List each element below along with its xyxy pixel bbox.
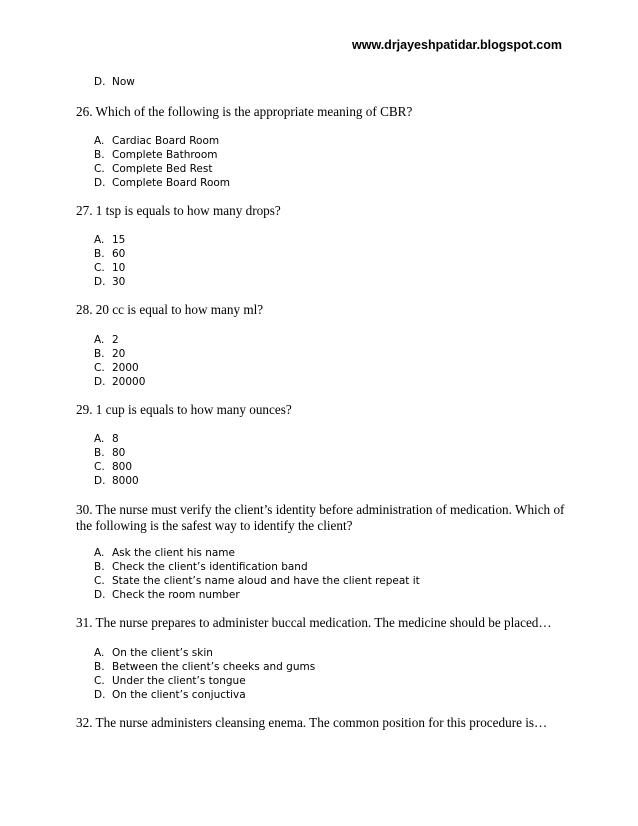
- option-letter: B.: [94, 248, 105, 260]
- q31-option-d: [94, 688, 246, 702]
- q27-option-c: [94, 261, 125, 275]
- q26-option-c: [94, 162, 212, 176]
- q27-option-d: [94, 275, 125, 289]
- header-website: www.drjayeshpatidar.blogspot.com: [352, 38, 562, 52]
- option-letter: A.: [94, 234, 105, 246]
- option-letter: C.: [94, 461, 105, 473]
- question-31: 31. The nurse prepares to administer buccal medication. The medicine should be placed…: [76, 615, 552, 630]
- option-text: Cardiac Board Room: [112, 135, 220, 147]
- q27-option-b: [94, 247, 125, 261]
- option-text: Now: [112, 76, 135, 88]
- option-text: 15: [112, 234, 126, 246]
- option-letter: B.: [94, 447, 105, 459]
- option-text: State the client’s name aloud and have the client repeat it: [112, 575, 420, 587]
- option-letter: D.: [94, 177, 106, 189]
- option-text: Check the room number: [112, 589, 240, 601]
- q31-option-b: [94, 660, 315, 674]
- option-text: Under the client’s tongue: [112, 675, 246, 687]
- q30-option-b: [94, 560, 308, 574]
- q30-option-d: [94, 588, 240, 602]
- option-text: 80: [112, 447, 126, 459]
- option-text: 2000: [112, 362, 139, 374]
- option-text: 20000: [112, 376, 146, 388]
- option-text: 2: [112, 334, 119, 346]
- option-text: 8: [112, 433, 119, 445]
- question-32: 32. The nurse administers cleansing enema. The common position for this procedure is…: [76, 715, 548, 730]
- option-letter: C.: [94, 163, 105, 175]
- option-letter: D.: [94, 689, 106, 701]
- q31-option-a: [94, 646, 213, 660]
- option-text: On the client’s conjuctiva: [112, 689, 246, 701]
- question-27: 27. 1 tsp is equals to how many drops?: [76, 203, 281, 218]
- option-text: 800: [112, 461, 133, 473]
- q28-option-c: [94, 361, 139, 375]
- option-letter: D.: [94, 76, 106, 88]
- q26-option-a: [94, 134, 219, 148]
- option-text: Between the client’s cheeks and gums: [112, 661, 316, 673]
- question-29: 29. 1 cup is equals to how many ounces?: [76, 402, 292, 417]
- question-30: 30. The nurse must verify the client’s identity before administration of medication. Which of the following is the safest way to identify the client?: [76, 502, 565, 533]
- option-letter: D.: [94, 475, 106, 487]
- option-letter: D.: [94, 589, 106, 601]
- option-text: Complete Bathroom: [112, 149, 218, 161]
- option-text: On the client’s skin: [112, 647, 213, 659]
- q28-option-a: [94, 333, 119, 347]
- option-letter: A.: [94, 547, 105, 559]
- option-letter: C.: [94, 675, 105, 687]
- option-letter: B.: [94, 661, 105, 673]
- option-text: 10: [112, 262, 126, 274]
- question-28: 28. 20 cc is equal to how many ml?: [76, 302, 264, 317]
- option-letter: D.: [94, 376, 106, 388]
- q27-option-a: [94, 233, 125, 247]
- q31-option-c: [94, 674, 246, 688]
- option-text: 20: [112, 348, 126, 360]
- option-text: Complete Bed Rest: [112, 163, 213, 175]
- q29-option-c: [94, 460, 132, 474]
- option-text: Complete Board Room: [112, 177, 231, 189]
- option-text: 8000: [112, 475, 139, 487]
- option-letter: A.: [94, 135, 105, 147]
- q30-option-c: [94, 574, 420, 588]
- q28-option-b: [94, 347, 125, 361]
- option-letter: B.: [94, 149, 105, 161]
- option-letter: C.: [94, 575, 105, 587]
- option-text: Check the client’s identification band: [112, 561, 308, 573]
- q28-option-d: [94, 375, 145, 389]
- q30-option-a: [94, 546, 235, 560]
- option-text: 60: [112, 248, 126, 260]
- option-letter: B.: [94, 561, 105, 573]
- q29-option-d: [94, 474, 139, 488]
- option-letter: D.: [94, 276, 106, 288]
- q29-option-a: [94, 432, 119, 446]
- option-text: 30: [112, 276, 126, 288]
- option-letter: C.: [94, 362, 105, 374]
- option-letter: C.: [94, 262, 105, 274]
- option-letter: A.: [94, 647, 105, 659]
- option-d-leading: [94, 75, 135, 89]
- option-letter: A.: [94, 433, 105, 445]
- question-26: 26. Which of the following is the appropriate meaning of CBR?: [76, 104, 413, 119]
- q29-option-b: [94, 446, 125, 460]
- option-letter: B.: [94, 348, 105, 360]
- option-text: Ask the client his name: [112, 547, 235, 559]
- q26-option-d: [94, 176, 230, 190]
- option-letter: A.: [94, 334, 105, 346]
- q26-option-b: [94, 148, 218, 162]
